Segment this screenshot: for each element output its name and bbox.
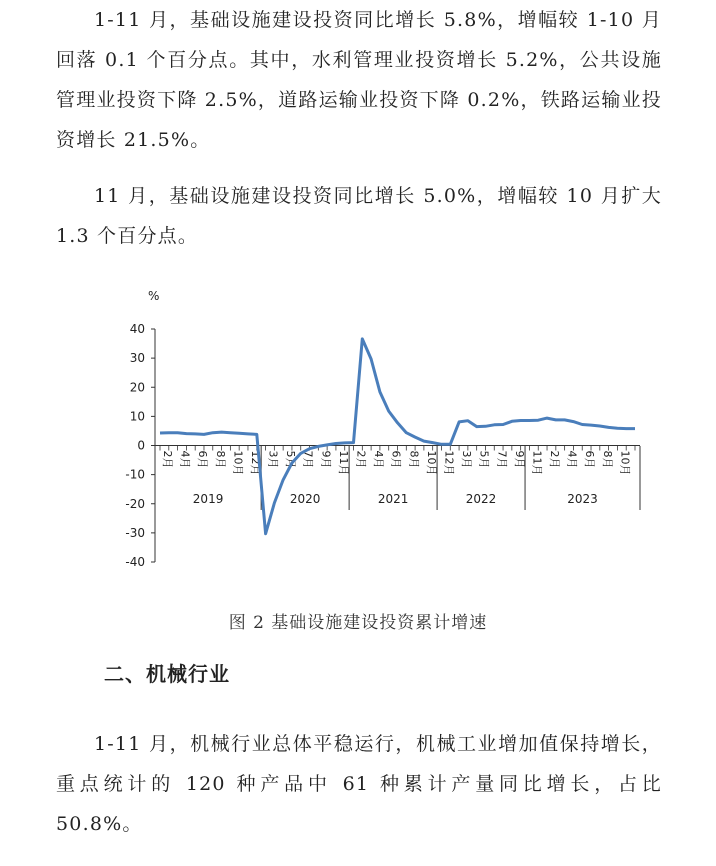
x-tick-label: 4月 bbox=[565, 450, 579, 469]
x-tick-label: 5月 bbox=[284, 450, 298, 469]
y-tick-label: -20 bbox=[125, 496, 145, 511]
x-tick-label: 11月 bbox=[336, 450, 350, 476]
x-tick-label: 8月 bbox=[407, 450, 421, 469]
x-tick-label: 6月 bbox=[583, 450, 597, 469]
x-tick-label: 3月 bbox=[266, 450, 280, 469]
section-heading: 二、机械行业 bbox=[104, 662, 230, 686]
year-label: 2023 bbox=[567, 492, 598, 506]
paragraph-machinery: 1-11 月，机械行业总体平稳运行，机械工业增加值保持增长，重点统计的 120 种产品中 61 种累计产量同比增长，占比 50.8%。 bbox=[56, 733, 662, 835]
x-tick-label: 3月 bbox=[460, 450, 474, 469]
x-tick-label: 10月 bbox=[618, 450, 632, 476]
x-tick-label: 6月 bbox=[389, 450, 403, 469]
x-tick-label: 10月 bbox=[231, 450, 245, 476]
y-axis-unit-label: % bbox=[148, 289, 160, 303]
x-tick-label: 2月 bbox=[548, 450, 562, 469]
year-label: 2021 bbox=[377, 492, 409, 506]
x-tick-label: 6月 bbox=[196, 450, 210, 469]
x-tick-label: 2月 bbox=[354, 450, 368, 469]
x-tick-label: 2月 bbox=[161, 450, 174, 469]
x-tick-label: 5月 bbox=[477, 450, 491, 469]
x-tick-label: 10月 bbox=[424, 450, 438, 476]
x-tick-label: 11月 bbox=[530, 450, 544, 476]
year-label: 2020 bbox=[289, 492, 321, 506]
x-tick-label: 8月 bbox=[213, 450, 227, 469]
figure-caption: 图 2 基础设施建设投资累计增速 bbox=[228, 613, 488, 633]
y-tick-label: -30 bbox=[125, 525, 145, 540]
x-tick-label: 12月 bbox=[248, 450, 262, 476]
y-tick-label: 20 bbox=[129, 380, 145, 395]
x-tick-label: 4月 bbox=[372, 450, 386, 469]
paragraph-infrastructure-november: 11 月，基础设施建设投资同比增长 5.0%，增幅较 10 月扩大 1.3 个百分点。 bbox=[56, 185, 662, 247]
paragraph-infrastructure-1-11: 1-11 月，基础设施建设投资同比增长 5.8%，增幅较 1-10 月回落 0.1 个百分点。其中，水利管理业投资增长 5.2%，公共设施管理业投资下降 2.5%，道路运输业投资下降 0.2%，铁路运输业投资增长 21.5%。 bbox=[56, 9, 662, 151]
x-tick-label: 9月 bbox=[319, 450, 333, 469]
y-tick-label: -10 bbox=[125, 467, 145, 482]
x-tick-label: 9月 bbox=[512, 450, 526, 469]
y-tick-label: 40 bbox=[129, 322, 145, 336]
year-label: 2022 bbox=[465, 492, 497, 506]
x-tick-label: 12月 bbox=[442, 450, 456, 476]
y-tick-label: 0 bbox=[137, 438, 145, 453]
x-tick-label: 4月 bbox=[178, 450, 192, 469]
y-tick-label: -40 bbox=[125, 555, 145, 569]
infrastructure-investment-growth-chart bbox=[0, 280, 716, 600]
y-tick-label: 30 bbox=[129, 351, 145, 366]
x-tick-label: 7月 bbox=[301, 450, 315, 469]
x-tick-label: 7月 bbox=[495, 450, 509, 469]
y-tick-label: 10 bbox=[129, 409, 145, 424]
x-tick-label: 8月 bbox=[600, 450, 614, 469]
year-label: 2019 bbox=[192, 492, 224, 506]
